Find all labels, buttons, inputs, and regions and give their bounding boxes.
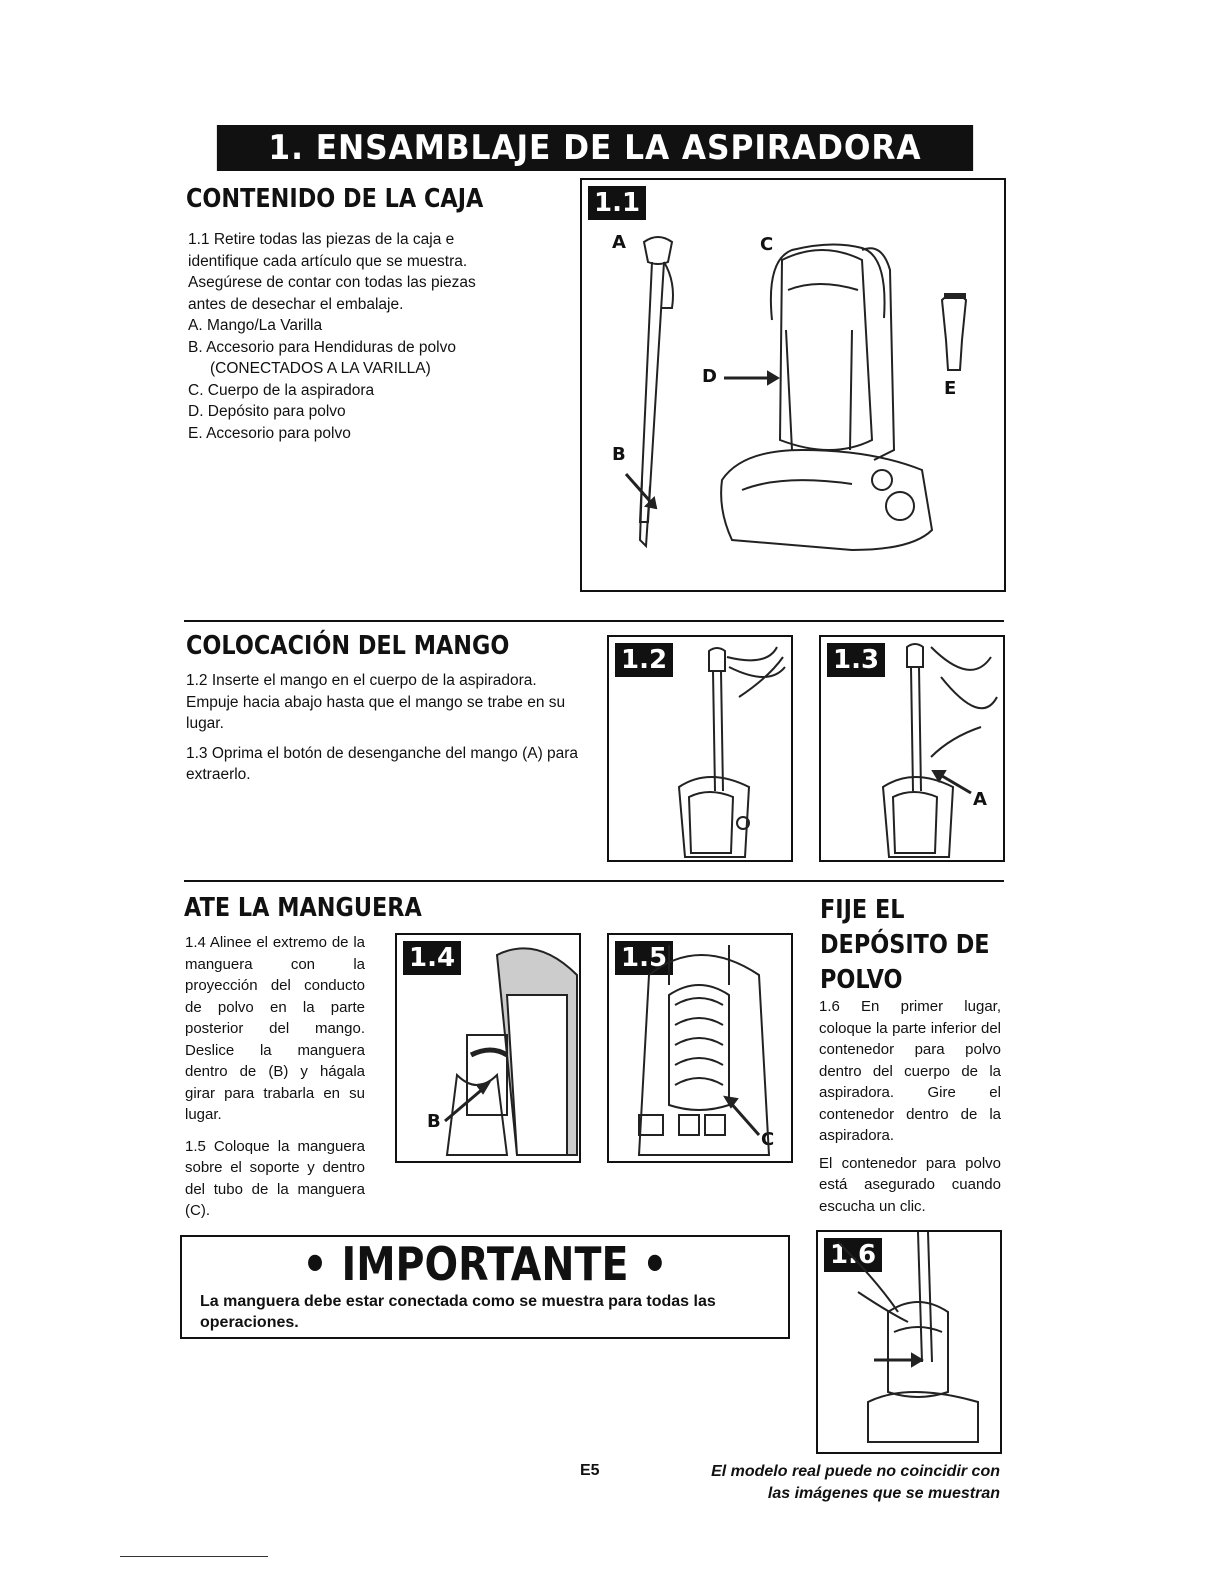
- hose-instructions: [185, 932, 365, 1222]
- step-1-5: 1.5 Coloque la manguera sobre el soporte y dentro del tubo de la manguera (C).: [185, 1137, 365, 1219]
- section-divider: [184, 620, 1004, 622]
- list-item-b: B. Accesorio para Hendiduras de polvo: [188, 338, 456, 356]
- box-contents-list: [188, 229, 568, 444]
- footnote-rule: [120, 1556, 268, 1557]
- figure-tag: 1.5: [615, 941, 673, 975]
- label-c: C: [760, 234, 774, 255]
- step-1-2: 1.2 Inserte el mango en el cuerpo de la aspiradora. Empuje hacia abajo hasta que el mango se trabe en su lugar.: [186, 672, 566, 732]
- page-number: E5: [580, 1462, 600, 1479]
- figure-tag: 1.1: [588, 186, 646, 220]
- text-line: Asegúrese de contar con todas las piezas: [188, 274, 476, 291]
- figure-tag: 1.2: [615, 643, 673, 677]
- text-line: antes de desechar el embalaje.: [188, 295, 404, 313]
- heading-handle: COLOCACIÓN DEL MANGO: [186, 631, 510, 661]
- disclaimer-line: las imágenes que se muestran: [767, 1485, 1000, 1502]
- dust-cup-note: El contenedor para polvo está asegurado cuando escucha un clic.: [819, 1154, 1001, 1215]
- label-b: B: [427, 1111, 441, 1132]
- heading-dust-cup: [820, 893, 990, 998]
- dust-cup-illustration: [818, 1232, 1000, 1452]
- text-line: 1.1 Retire todas las piezas de la caja e: [188, 231, 455, 248]
- figure-1-2: [607, 635, 793, 862]
- section-banner: 1. ENSAMBLAJE DE LA ASPIRADORA: [217, 125, 973, 171]
- heading-box-contents: CONTENIDO DE LA CAJA: [186, 184, 484, 214]
- important-notice: [180, 1235, 790, 1339]
- important-text: La manguera debe estar conectada como se muestra para todas las operaciones.: [200, 1293, 716, 1331]
- handle-release-illustration: [821, 637, 1003, 860]
- figure-1-5: [607, 933, 793, 1163]
- handle-insert-illustration: [609, 637, 791, 860]
- label-a: A: [973, 789, 987, 810]
- label-a: A: [612, 232, 626, 253]
- disclaimer-line: El modelo real puede no coincidir con: [711, 1463, 1000, 1480]
- step-1-6: 1.6 En primer lugar, coloque la parte inferior del contenedor para polvo dentro del cuerpo de la aspiradora. Gire el contenedor dentro de la aspiradora.: [819, 998, 1001, 1144]
- figure-tag: 1.3: [827, 643, 885, 677]
- heading-line: FIJE EL: [820, 895, 905, 925]
- label-b: B: [612, 444, 626, 465]
- step-1-4: 1.4 Alinee el extremo de la manguera con la proyección del conducto de polvo en la parte posterior del mango. Deslice la manguera dentro de (B) y hágala girar para trabarla en su lugar.: [185, 934, 365, 1123]
- disclaimer: [640, 1461, 1000, 1505]
- figure-tag: 1.4: [403, 941, 461, 975]
- label-d: D: [702, 366, 717, 387]
- label-c: C: [761, 1129, 775, 1150]
- list-item-a: A. Mango/La Varilla: [188, 317, 323, 334]
- text-line: identifique cada artículo que se muestra.: [188, 252, 468, 270]
- step-1-3: 1.3 Oprima el botón de desenganche del mango (A) para extraerlo.: [186, 744, 579, 783]
- heading-line: POLVO: [820, 965, 903, 995]
- heading-line: DEPÓSITO DE: [820, 930, 990, 960]
- list-item-c: C. Cuerpo de la aspiradora: [188, 381, 375, 399]
- label-e: E: [944, 378, 957, 399]
- heading-hose: ATE LA MANGUERA: [184, 893, 422, 923]
- list-item-e: E. Accesorio para polvo: [188, 424, 351, 442]
- list-item-b-note: (CONECTADOS A LA VARILLA): [210, 360, 431, 377]
- section-divider: [184, 880, 1004, 882]
- figure-tag: 1.6: [824, 1238, 882, 1272]
- hose-attach-illustration: [397, 935, 579, 1161]
- list-item-d: D. Depósito para polvo: [188, 403, 346, 420]
- figure-1-6: [816, 1230, 1002, 1454]
- figure-1-4: [395, 933, 581, 1163]
- figure-1-3: [819, 635, 1005, 862]
- figure-1-1: [580, 178, 1006, 592]
- handle-instructions: [186, 670, 584, 786]
- hose-wrap-illustration: [609, 935, 791, 1161]
- important-title: • IMPORTANTE •: [302, 1237, 668, 1291]
- dust-cup-instructions: [819, 996, 1001, 1217]
- vacuum-parts-illustration: [582, 180, 1004, 590]
